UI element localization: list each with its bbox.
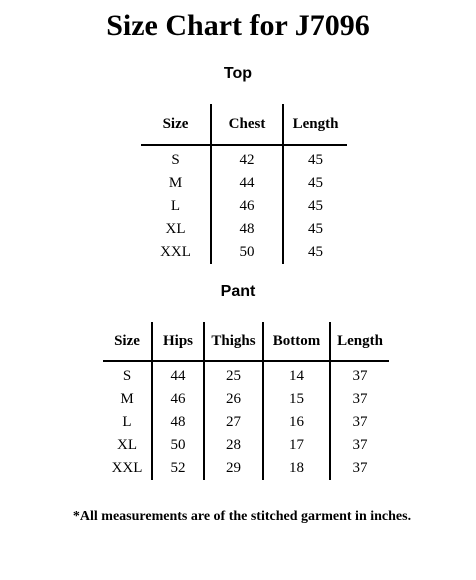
chest-cell: 50 <box>211 241 283 264</box>
length-cell: 37 <box>330 411 389 434</box>
size-cell: S <box>171 152 180 168</box>
column-header-length: Length <box>330 322 389 361</box>
table-row <box>141 241 347 264</box>
table-row <box>141 195 347 218</box>
table-row <box>103 411 389 434</box>
length-cell: 37 <box>330 388 389 411</box>
pant-table-header-row <box>103 322 389 361</box>
bottom-cell: 16 <box>263 411 330 434</box>
thighs-cell: 27 <box>204 411 263 434</box>
hips-cell: 44 <box>152 361 204 388</box>
length-cell: 37 <box>330 361 389 388</box>
chest-cell: 42 <box>211 145 283 172</box>
size-cell: L <box>170 198 181 214</box>
length-cell: 37 <box>330 457 389 480</box>
bottom-cell: 14 <box>263 361 330 388</box>
chest-cell: 48 <box>211 218 283 241</box>
hips-cell: 50 <box>152 434 204 457</box>
length-cell: 45 <box>283 218 347 241</box>
column-header-size: Size <box>162 115 189 132</box>
size-cell: M <box>120 391 134 407</box>
top-section-heading: Top <box>223 65 253 82</box>
chest-cell: 46 <box>211 195 283 218</box>
column-header-bottom: Bottom <box>263 322 330 361</box>
table-row <box>141 172 347 195</box>
size-cell: M <box>168 175 183 191</box>
top-size-table <box>141 104 347 264</box>
column-header-size: Size <box>114 332 140 349</box>
size-cell: XXL <box>111 460 143 476</box>
table-row <box>141 145 347 172</box>
size-cell: XXL <box>160 244 191 260</box>
measurement-footnote: *All measurements are of the stitched garment in inches. <box>72 509 412 524</box>
column-header-chest: Chest <box>211 104 283 145</box>
bottom-cell: 15 <box>263 388 330 411</box>
length-cell: 37 <box>330 434 389 457</box>
thighs-cell: 25 <box>204 361 263 388</box>
length-cell: 45 <box>283 195 347 218</box>
hips-cell: 52 <box>152 457 204 480</box>
table-row <box>141 218 347 241</box>
length-cell: 45 <box>283 145 347 172</box>
table-row <box>103 434 389 457</box>
page-title: Size Chart for J7096 <box>106 9 370 42</box>
bottom-cell: 18 <box>263 457 330 480</box>
table-row <box>103 457 389 480</box>
size-cell: L <box>122 414 132 430</box>
hips-cell: 46 <box>152 388 204 411</box>
thighs-cell: 29 <box>204 457 263 480</box>
hips-cell: 48 <box>152 411 204 434</box>
chest-cell: 44 <box>211 172 283 195</box>
bottom-cell: 17 <box>263 434 330 457</box>
length-cell: 45 <box>283 241 347 264</box>
table-row <box>103 361 389 388</box>
column-header-length: Length <box>283 104 347 145</box>
size-cell: XL <box>117 437 137 453</box>
size-cell: XL <box>165 221 186 237</box>
column-header-hips: Hips <box>152 322 204 361</box>
pant-section-heading: Pant <box>220 283 256 300</box>
table-row <box>103 388 389 411</box>
thighs-cell: 28 <box>204 434 263 457</box>
top-table-header-row <box>141 104 347 145</box>
pant-size-table <box>103 322 389 480</box>
length-cell: 45 <box>283 172 347 195</box>
size-cell: S <box>122 368 132 384</box>
thighs-cell: 26 <box>204 388 263 411</box>
column-header-thighs: Thighs <box>204 322 263 361</box>
